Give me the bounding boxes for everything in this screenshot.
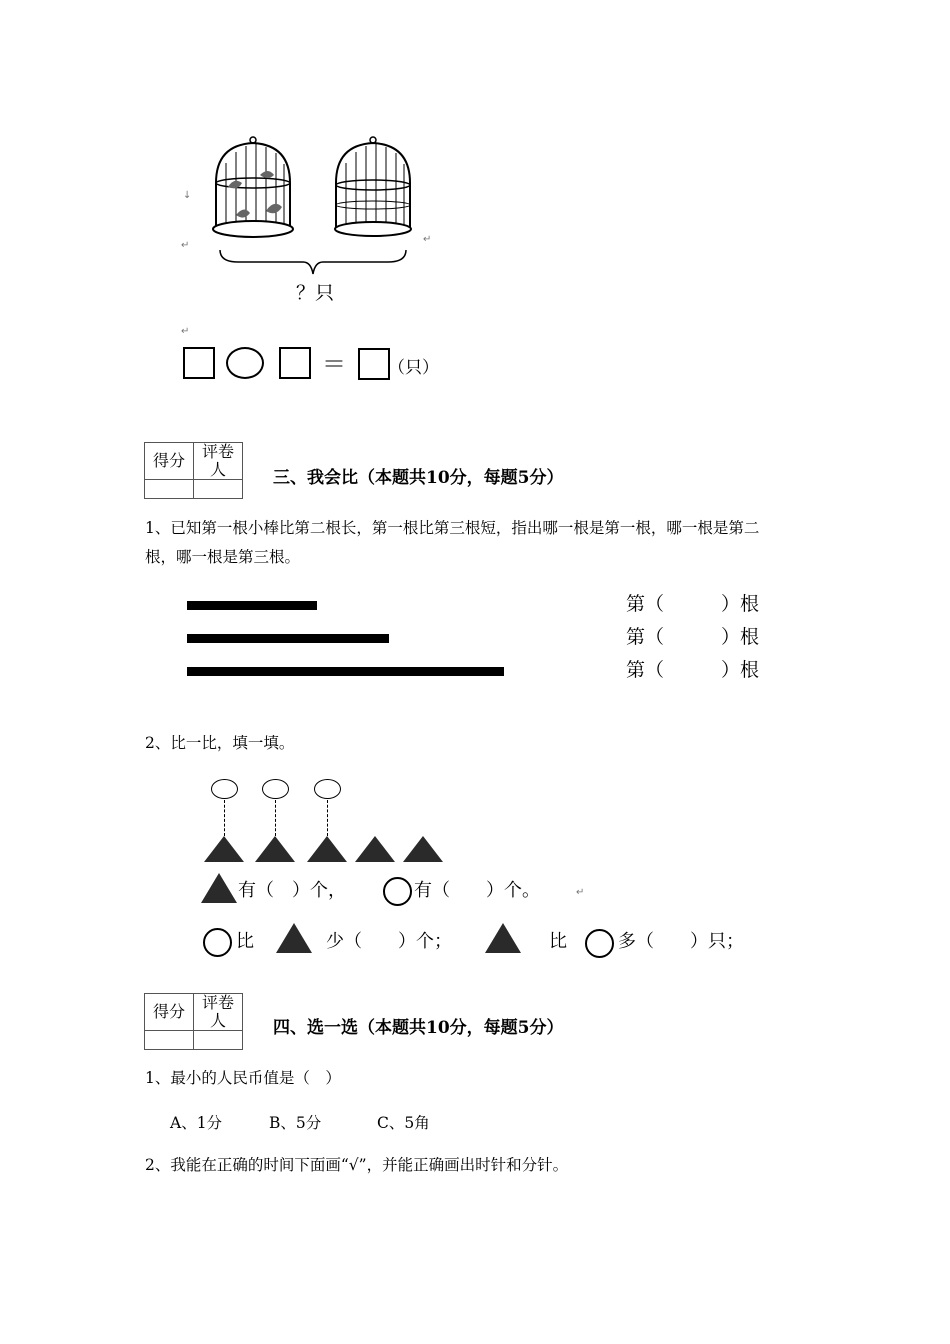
- dashed-connector: [275, 800, 276, 836]
- fewer-text[interactable]: 少（ ）个；: [326, 931, 452, 952]
- triangle-count-text[interactable]: 有（ ）个，: [238, 880, 346, 901]
- circle-icon: [585, 929, 614, 958]
- total-brace: [218, 248, 408, 276]
- circle-icon: [203, 928, 232, 957]
- s4-question-1: 1、最小的人民币值是（ ）: [145, 1069, 341, 1087]
- compare-text-1: 比: [236, 931, 254, 952]
- triangle-icon: [485, 923, 521, 953]
- score-label: 得分: [145, 443, 194, 480]
- answer-box-result[interactable]: [358, 348, 390, 380]
- option-a[interactable]: A、1分: [170, 1114, 223, 1132]
- triangle-icon: [201, 873, 237, 903]
- answer-box-1[interactable]: [183, 347, 215, 379]
- stick-bars: [187, 601, 527, 681]
- question-1-line-1: 1、已知第一根小棒比第二根长，第一根比第三根短，指出哪一根是第一根，哪一根是第二: [145, 519, 760, 537]
- section4-heading: 四、选一选（本题共10分，每题5分）: [273, 1018, 564, 1038]
- stick-answer-3[interactable]: 第（ ）根: [626, 659, 760, 681]
- circle-icon: [383, 877, 412, 906]
- grader-label: 评卷人: [194, 443, 243, 480]
- grader-label: 评卷人: [194, 994, 243, 1031]
- circle-shape: [314, 779, 341, 799]
- empty-birdcage: [330, 135, 418, 245]
- score-label: 得分: [145, 994, 194, 1031]
- equals-sign: ＝: [322, 350, 346, 378]
- triangle-icon: [276, 923, 312, 953]
- triangle-shape: [355, 836, 395, 862]
- triangle-shape: [403, 836, 443, 862]
- triangle-shape: [204, 836, 244, 862]
- question-2: 2、比一比，填一填。: [145, 734, 295, 752]
- grader-cell[interactable]: [194, 480, 243, 499]
- dashed-connector: [327, 800, 328, 836]
- operator-circle[interactable]: [226, 347, 264, 379]
- triangle-shape: [307, 836, 347, 862]
- paragraph-mark: ↵: [576, 887, 585, 898]
- stick-answer-1[interactable]: 第（ ）根: [626, 593, 760, 615]
- score-table: [144, 442, 243, 499]
- birdcage-with-birds: [208, 135, 300, 245]
- paragraph-mark: ↵: [423, 234, 432, 245]
- stick-bar-2: [187, 634, 389, 643]
- s4-question-2: 2、我能在正确的时间下面画“√”，并能正确画出时针和分针。: [145, 1156, 569, 1174]
- stick-answer-2[interactable]: 第（ ）根: [626, 626, 760, 648]
- more-text[interactable]: 多（ ）只；: [618, 931, 744, 952]
- score-cell[interactable]: [145, 1031, 194, 1050]
- answer-box-2[interactable]: [279, 347, 311, 379]
- stick-bar-3: [187, 667, 504, 676]
- unit-label: （只）: [388, 358, 439, 378]
- triangle-shape: [255, 836, 295, 862]
- circle-count-text[interactable]: 有（ ）个。: [414, 880, 540, 901]
- paragraph-mark: ↓: [183, 190, 192, 201]
- option-b[interactable]: B、5分: [269, 1114, 322, 1132]
- section3-heading: 三、我会比（本题共10分，每题5分）: [273, 468, 564, 488]
- option-c[interactable]: C、5角: [377, 1114, 430, 1132]
- stick-bar-1: [187, 601, 317, 610]
- circle-shape: [211, 779, 238, 799]
- score-cell[interactable]: [145, 480, 194, 499]
- paragraph-mark: ↵: [181, 240, 190, 251]
- total-label: ？只: [296, 282, 335, 304]
- question-1-line-2: 根，哪一根是第三根。: [145, 548, 301, 566]
- paragraph-mark: ↵: [181, 326, 190, 337]
- compare-text-2: 比: [549, 931, 567, 952]
- grader-cell[interactable]: [194, 1031, 243, 1050]
- circle-shape: [262, 779, 289, 799]
- score-table: [144, 993, 243, 1050]
- dashed-connector: [224, 800, 225, 836]
